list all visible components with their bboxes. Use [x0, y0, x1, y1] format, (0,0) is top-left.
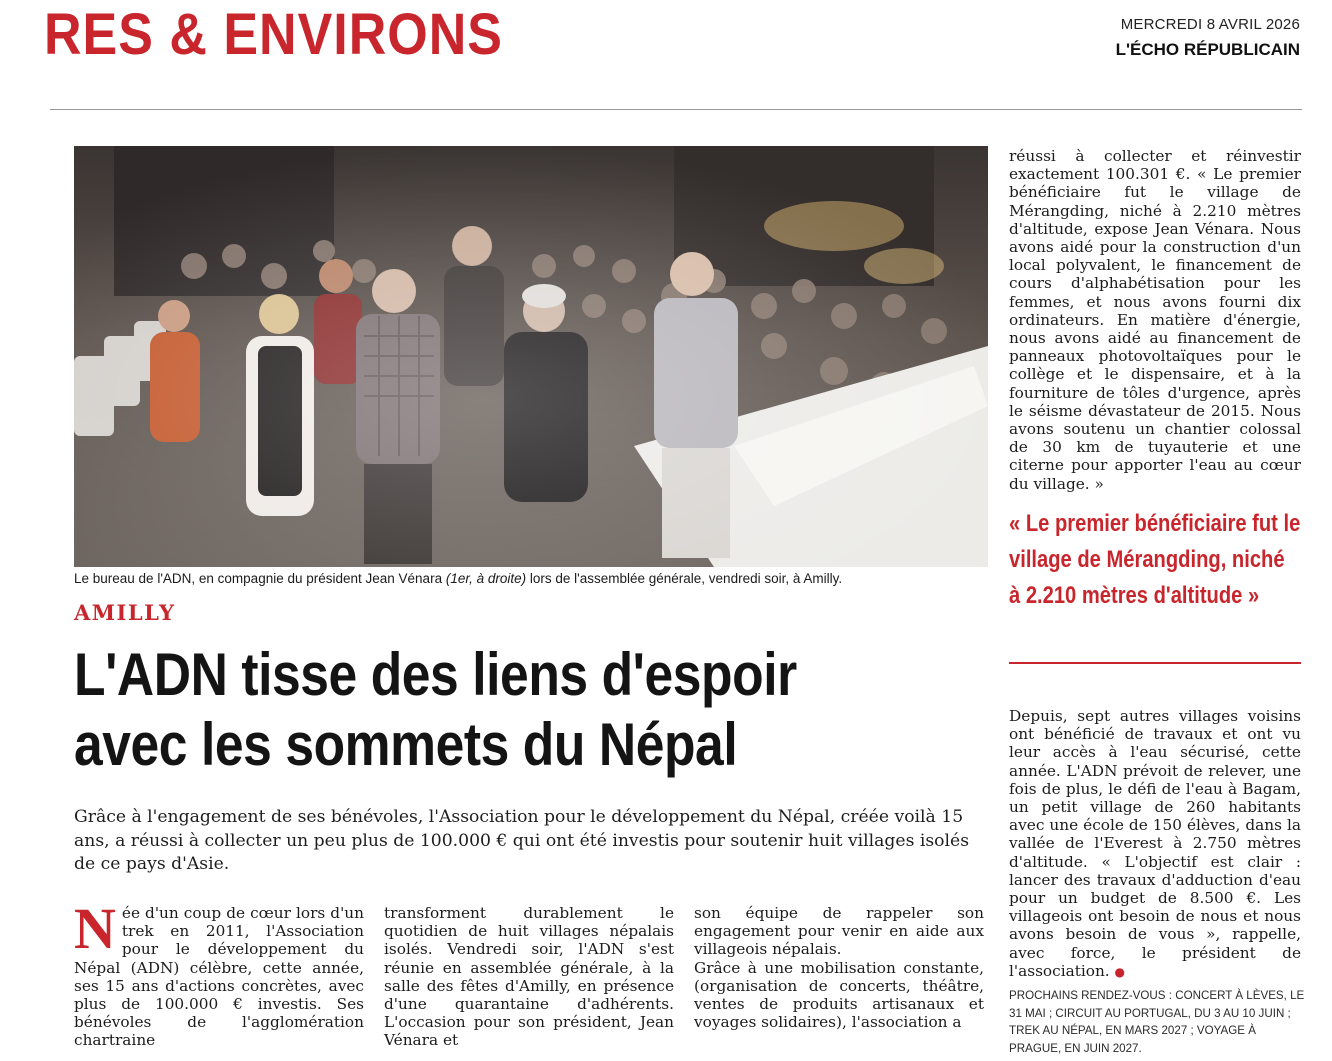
pull-quote: « Le premier bénéficiaire fut le village de Mérangding, niché à 2.210 mètres d'altitude »	[1009, 510, 1301, 609]
end-mark: ●	[1114, 964, 1126, 979]
pull-quote-rule	[1009, 662, 1301, 664]
right-bottom-text: Depuis, sept autres villages voisins ont bénéficié de travaux et ont vu leur accès à l'eau sécurisé, cette année. L'ADN prévoit de relever, une fois de plus, le défi de l'eau à Bagam, un petit village de 260 habitants avec une école de 150 élèves, dans la vallée de l'Everest à 2.750 mètres d'altitude. « L'objectif est clair : lancer des travaux d'adduction d'eau pour un budget de 8.500 €. Les villageois ont besoin de nous et nous avons besoin de vous », rappelle, avec force, le président de l'association.	[1009, 707, 1301, 980]
headline-line-2: avec les sommets du Népal	[74, 711, 738, 778]
body-column-3	[694, 904, 984, 1031]
article-photo	[74, 146, 988, 567]
location-kicker: AMILLY	[74, 600, 176, 625]
drop-cap: N	[74, 896, 116, 961]
publication-name: L'ÉCHO RÉPUBLICAIN	[1115, 40, 1300, 59]
body-text-1: ée d'un coup de cœur lors d'un trek en 2011, l'Association pour le développement du Népal (ADN) célèbre, cette année, ses 15 ans d'actions concrètes, avec plus de 100.000 € investis. Ses bénévoles de l'agglomération chartraine	[74, 904, 364, 1050]
header-divider	[50, 109, 1302, 110]
right-column-paragraph: réussi à collecter et réinvestir exactement 100.301 €. « Le premier bénéficiaire fut le village de Mérangding, niché à 2.210 mètres d'altitude, expose Jean Vénara. Nous avons aidé pour la construction d'un local polyvalent, le financement de cours d'alphabétisation pour les femmes, et nous avons fourni dix ordinateurs. En matière d'énergie, nous avons aidé au financement de panneaux photovoltaïques pour le collège et le dispensaire, et à la fourniture de tôles d'urgence, après le séisme dévastateur de 2015. Nous avons soutenu un chantier colossal de 30 km de tuyauterie et une citerne pour apporter l'eau au cœur du village. »	[1009, 147, 1301, 493]
assembly-photo-illustration	[74, 146, 988, 567]
caption-text-end: lors de l'assemblée générale, vendredi soir, à Amilly.	[526, 571, 843, 586]
section-title: RES & ENVIRONS	[44, 2, 503, 68]
upcoming-events: PROCHAINS RENDEZ-VOUS : CONCERT À LÈVES, LE 31 MAI ; CIRCUIT AU PORTUGAL, DU 3 AU 10 JUIN ; TREK AU NÉPAL, EN MARS 2027 ; VOYAGE À PRAGUE, EN JUIN 2027.	[1009, 989, 1305, 1055]
issue-date: MERCREDI 8 AVRIL 2026	[1120, 16, 1300, 33]
body-paragraph-3: son équipe de rappeler son engagement pour venir en aide aux villageois népalais.	[694, 904, 984, 959]
headline-line-1: L'ADN tisse des liens d'espoir	[74, 641, 797, 708]
right-column-paragraph-2	[1009, 707, 1301, 981]
body-paragraph-4: Grâce à une mobilisation constante, (organisation de concerts, théâtre, ventes de produits artisanaux et voyages solidaires), l'association a	[694, 958, 984, 1032]
body-paragraph-2: transforment durablement le quotidien de huit villages népalais isolés. Vendredi soir, l'ADN s'est réunie en assemblée générale, à la salle des fêtes d'Amilly, en présence d'une quarantaine d'adhérents. L'occasion pour son président, Jean Vénara et	[384, 904, 674, 1050]
body-paragraph-1	[74, 896, 364, 1050]
photo-caption	[74, 571, 988, 586]
article-lead: Grâce à l'engagement de ses bénévoles, l'Association pour le développement du Népal, créée voilà 15 ans, a réussi à collecter un peu plus de 100.000 € qui ont été investis pour soutenir huit villages isolés de ce pays d'Asie.	[74, 807, 970, 875]
caption-note: (1er, à droite)	[445, 571, 527, 586]
body-column-1	[74, 896, 364, 1050]
body-column-2	[384, 904, 674, 1050]
right-column-top	[1009, 147, 1301, 493]
article-headline	[74, 640, 900, 780]
right-column-bottom	[1009, 707, 1301, 981]
caption-text: Le bureau de l'ADN, en compagnie du président Jean Vénara	[74, 571, 446, 586]
